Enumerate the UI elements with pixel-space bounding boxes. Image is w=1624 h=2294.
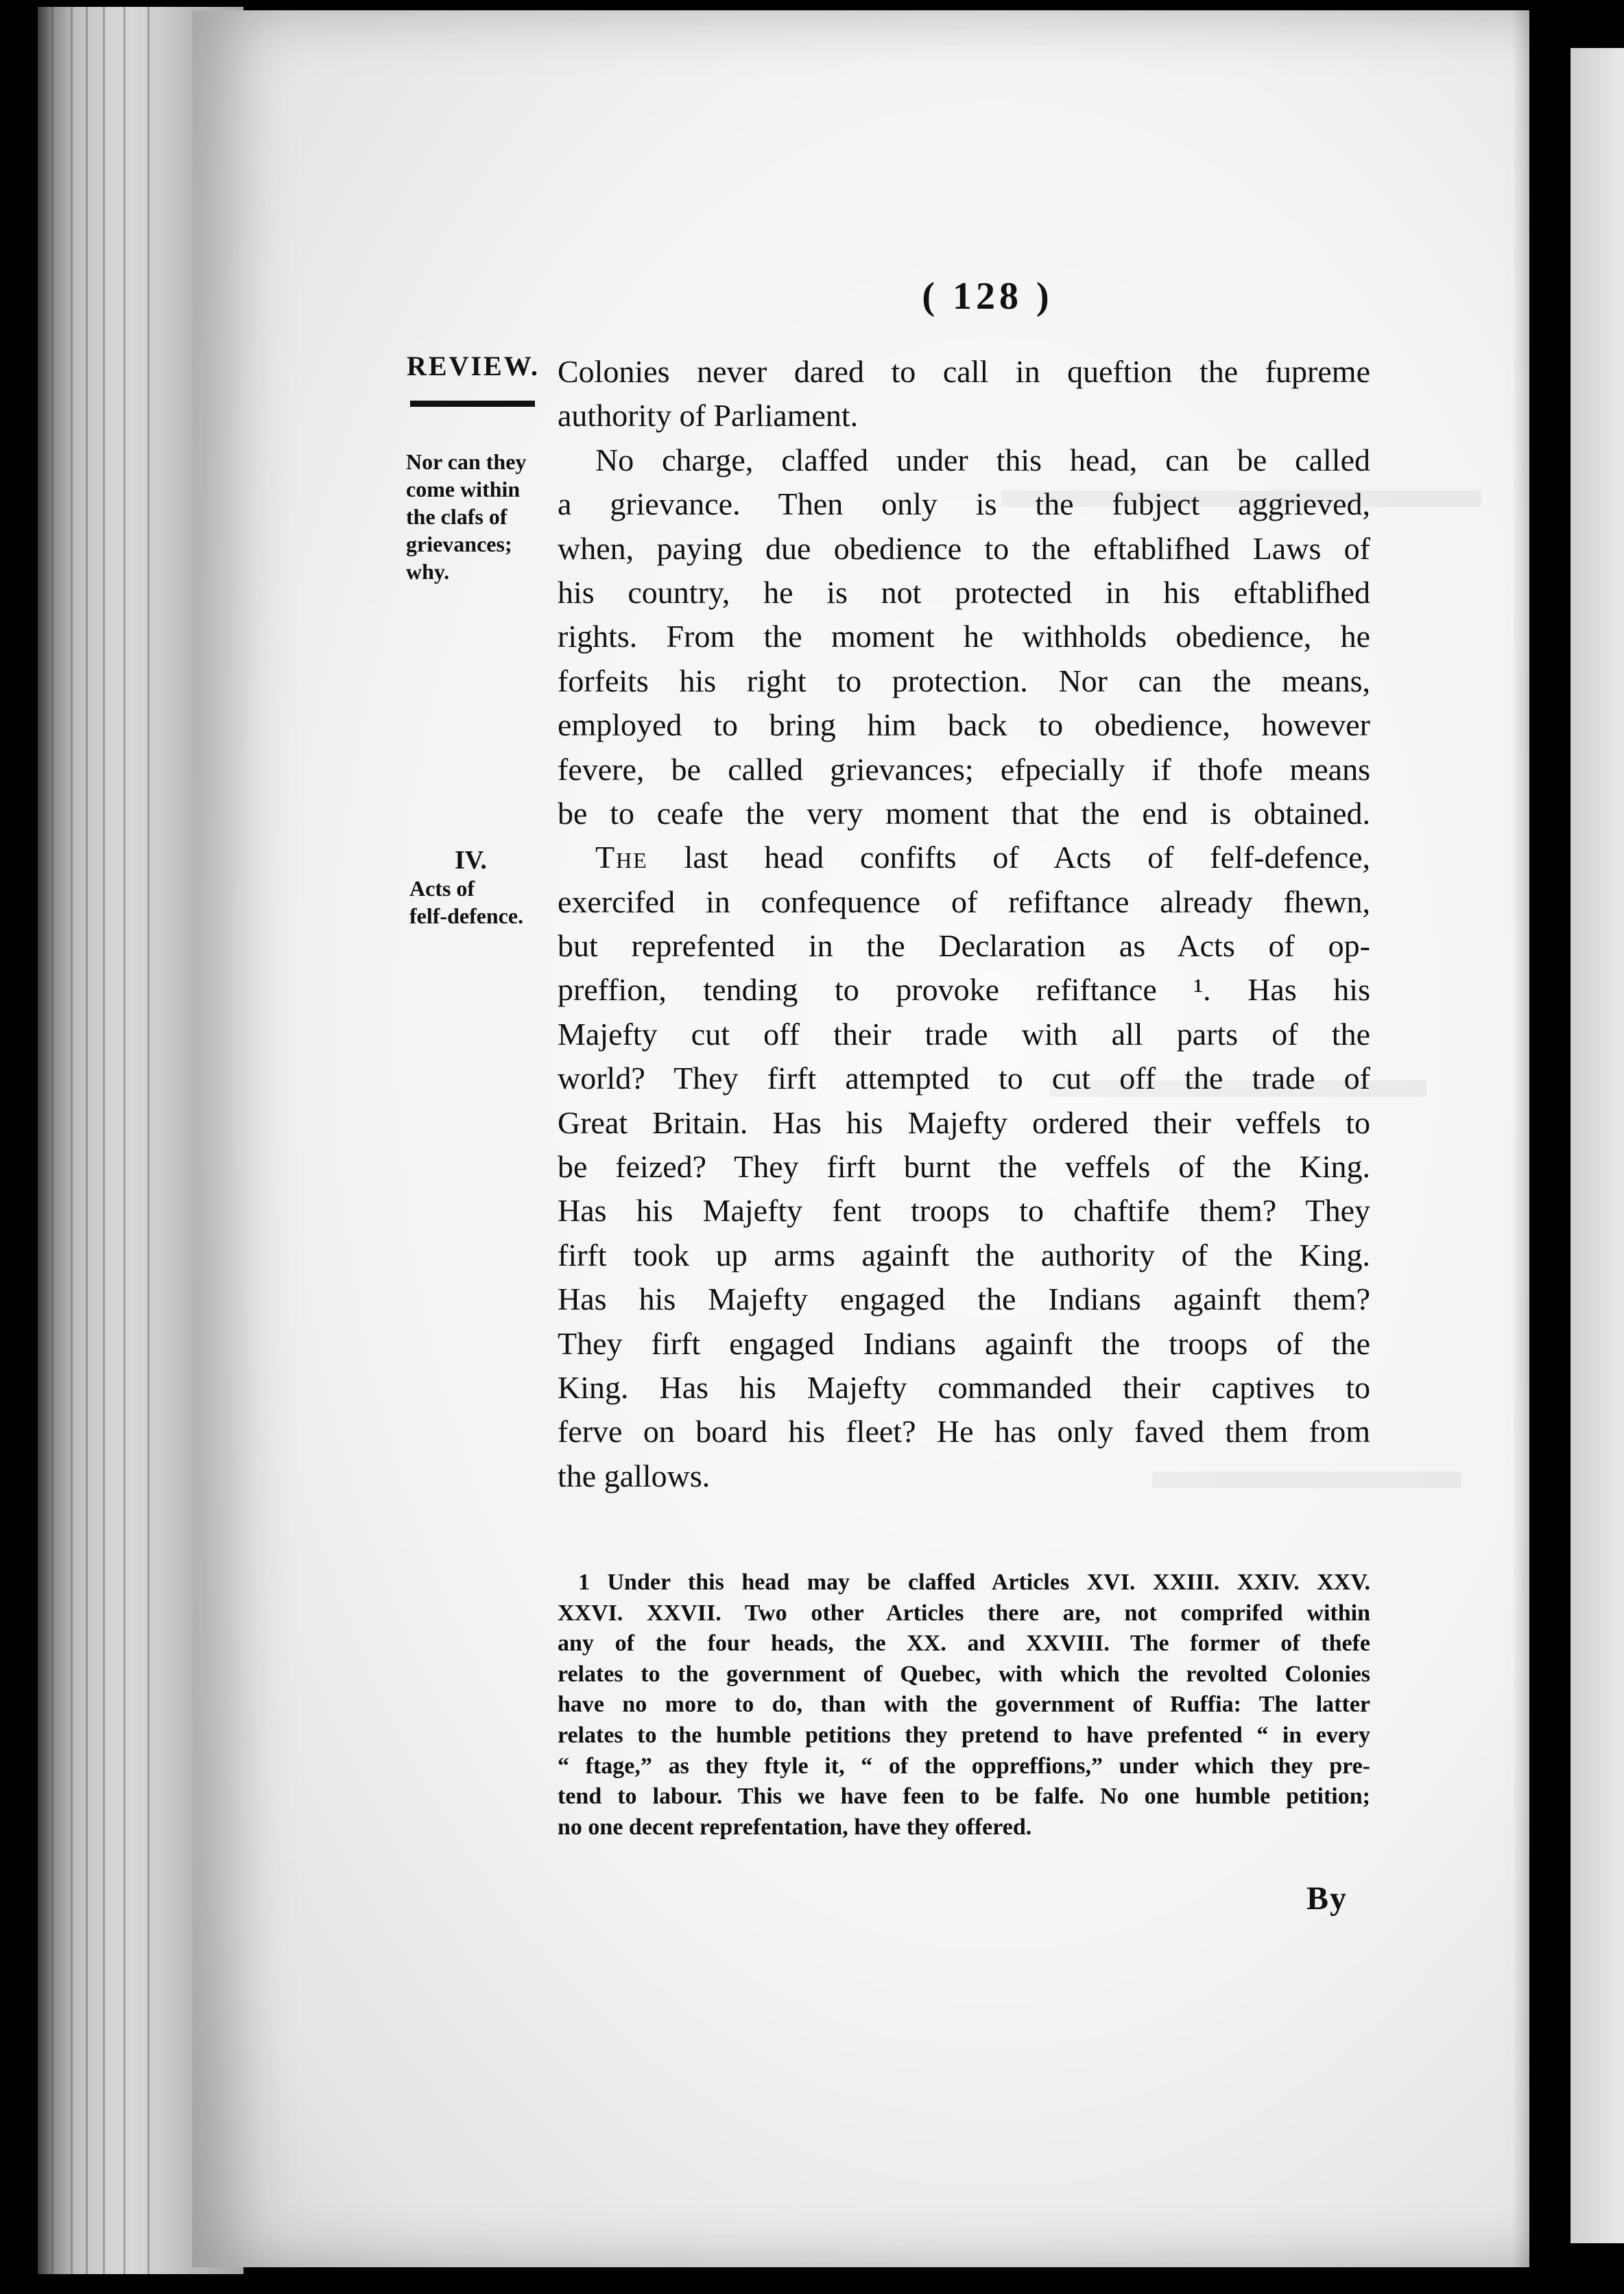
footnote-line: any of the four heads, the XX. and XXVIII. The former of thefe <box>558 1631 1370 1657</box>
footnote-line: have no more to do, than with the government of Ruffia: The latter <box>558 1692 1370 1718</box>
body-line: world? They firft attempted to cut off the trade of <box>558 1061 1370 1096</box>
body-line: firft took up arms againft the authority of the King. <box>558 1237 1370 1273</box>
body-line: rights. From the moment he withholds obedience, he <box>558 619 1370 654</box>
body-line: They firft engaged Indians againft the troops of the <box>558 1325 1370 1361</box>
body-line: fevere, be called grievances; efpecially if thofe means <box>558 751 1370 787</box>
body-line: be to ceafe the very moment that the end is obtained. <box>558 795 1370 831</box>
body-line: King. Has his Majefty commanded their captives to <box>558 1369 1370 1405</box>
body-line: Has his Majefty fent troops to chaftife them? They <box>558 1193 1370 1229</box>
small-caps-the: The <box>595 840 648 875</box>
margin-note-line: the clafs of <box>406 504 508 529</box>
gutter-shadow <box>1512 10 1571 2267</box>
margin-note-line: Acts of <box>409 876 475 901</box>
footnote-line: XXVI. XXVII. Two other Articles there are, not comprifed within <box>558 1600 1370 1626</box>
body-line: his country, he is not protected in his eftablifhed <box>558 574 1370 610</box>
margin-note-line: Nor can they <box>406 449 527 474</box>
body-line: ferve on board his fleet? He has only faved them from <box>558 1414 1370 1450</box>
body-line: but reprefented in the Declaration as Acts of op- <box>558 928 1370 964</box>
body-line: preffion, tending to provoke refiftance ¹. Has his <box>558 972 1370 1008</box>
body-line: employed to bring him back to obedience, however <box>558 707 1370 743</box>
body-line: Great Britain. Has his Majefty ordered their veffels to <box>558 1104 1370 1140</box>
facing-page-edge <box>1571 48 1624 2243</box>
body-line: exercifed in confequence of refiftance already fhewn, <box>558 884 1370 919</box>
running-head: REVIEW. <box>407 351 540 381</box>
margin-note-line: felf-defence. <box>409 903 524 928</box>
margin-note-line: grievances; <box>406 532 512 556</box>
body-line <box>558 836 1370 879</box>
body-line: Has his Majefty engaged the Indians againft them? <box>558 1281 1370 1317</box>
page-number: ( 128 ) <box>922 275 1053 318</box>
margin-note-self-defence <box>409 875 560 930</box>
running-head-rule <box>410 401 535 407</box>
footnote-line: tend to labour. This we have feen to be falfe. No one humble petition; <box>558 1784 1370 1810</box>
footnote-line: no one decent reprefentation, have they offered. <box>558 1814 1032 1840</box>
body-line: Majefty cut off their trade with all parts of the <box>558 1016 1370 1052</box>
footnote-line: “ ftage,” as they ftyle it, “ of the oppreffions,” under which they pre- <box>558 1753 1370 1779</box>
margin-note-line: why. <box>406 559 450 584</box>
footnote <box>558 1568 1370 1843</box>
body-line: No charge, claffed under this head, can be called <box>595 442 1370 477</box>
body-line-rest: last head confifts of Acts of felf-defence, <box>684 840 1370 875</box>
margin-note-line: come within <box>406 477 521 501</box>
body-line: Colonies never dared to call in queftion the fupreme <box>558 354 1370 389</box>
body-line: a grievance. Then only is the fubject aggrieved, <box>558 486 1370 522</box>
footnote-line: relates to the government of Quebec, with which the revolted Colonies <box>558 1661 1370 1687</box>
footnote-line: 1 Under this head may be claffed Articles XVI. XXIII. XXIV. XXV. <box>578 1570 1370 1595</box>
body-line: the gallows. <box>558 1458 710 1493</box>
body-line: be feized? They firft burnt the veffels of the King. <box>558 1149 1370 1185</box>
section-numeral: IV. <box>455 846 487 875</box>
body-line: forfeits his right to protection. Nor can the means, <box>558 663 1370 698</box>
body-line: authority of Parliament. <box>558 398 859 434</box>
margin-note-grievances <box>406 448 553 585</box>
body-text <box>558 350 1370 1498</box>
footnote-line: relates to the humble petitions they pretend to have prefented “ in every <box>558 1722 1370 1748</box>
catchword: By <box>1306 1880 1348 1917</box>
body-line: when, paying due obedience to the eftablifhed Laws of <box>558 530 1370 566</box>
